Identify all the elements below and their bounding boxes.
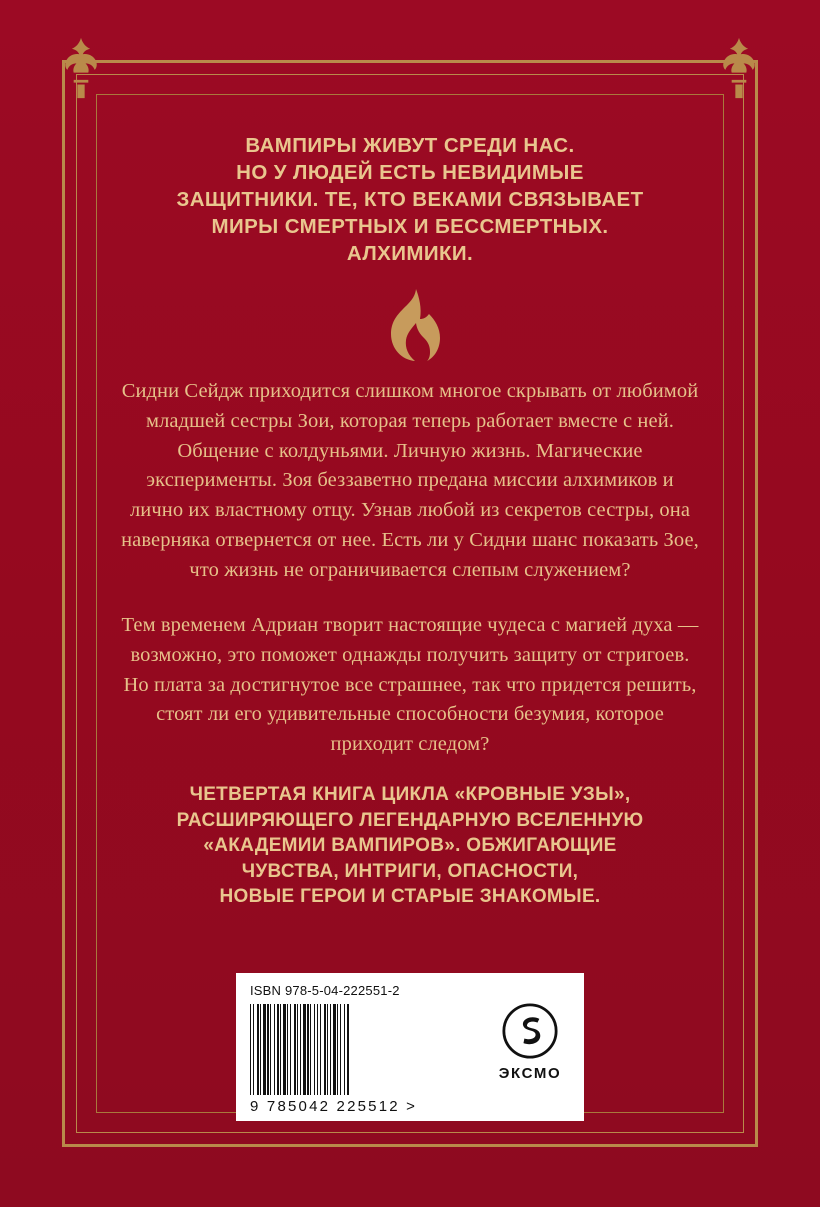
tagline-line: МИРЫ СМЕРТНЫХ И БЕССМЕРТНЫХ. [211, 215, 609, 239]
isbn-label: ISBN 978-5-04-222551-2 [250, 983, 400, 998]
series-note-line: РАСШИРЯЮЩЕГО ЛЕГЕНДАРНУЮ ВСЕЛЕННУЮ [176, 809, 644, 831]
tagline-line: НО У ЛЮДЕЙ ЕСТЬ НЕВИДИМЫЕ [236, 161, 584, 185]
flame-icon [380, 289, 440, 361]
publisher-name: ЭКСМО [498, 1064, 562, 1082]
frame-corner-bottom-right [709, 1098, 758, 1147]
barcode-area [236, 973, 476, 1121]
synopsis-paragraph-1: Сидни Сейдж приходится слишком многое скрывать от любимой младшей сестры Зои, которая теперь работает вместе с ней. Общение с колдуньями. Личную жизнь. Магические эксперименты. Зоя беззаветно предана миссии алхимиков и лично их властному отцу. Узнав любой из секретов сестры, она наверняка отвернется от нее. Есть ли у Сидни шанс показать Зое, что жизнь не ограничивается слепым служением? [121, 380, 699, 581]
series-note-line: ЧЕТВЕРТАЯ КНИГА ЦИКЛА «КРОВНЫЕ УЗЫ», [189, 783, 631, 805]
tagline [120, 132, 700, 267]
tagline-line: ВАМПИРЫ ЖИВУТ СРЕДИ НАС. [245, 134, 575, 157]
barcode-block [236, 973, 584, 1121]
series-note-line: НОВЫЕ ГЕРОИ И СТАРЫЕ ЗНАКОМЫЕ. [219, 886, 601, 908]
barcode-bars [250, 1004, 470, 1095]
series-note-line: «АКАДЕМИИ ВАМПИРОВ». ОБЖИГАЮЩИЕ [203, 835, 617, 857]
eksmo-logo-icon [502, 1003, 558, 1059]
cover-content [120, 118, 700, 1097]
series-note [120, 782, 700, 910]
tagline-line: ЗАЩИТНИКИ. ТЕ, КТО ВЕКАМИ СВЯЗЫВАЕТ [176, 188, 644, 212]
publisher-block [476, 973, 584, 1121]
series-note-line: ЧУВСТВА, ИНТРИГИ, ОПАСНОСТИ, [241, 860, 579, 882]
fleur-de-lis-icon [710, 36, 768, 100]
frame-corner-bottom-left [62, 1098, 111, 1147]
synopsis-paragraph-2: Тем временем Адриан творит настоящие чудеса с магией духа — возможно, это поможет однажды получить защиту от стригоев. Но плата за достигнутое все страшнее, так что придется решить, стоят ли его удивительные способности безумия, которое приходит следом? [121, 614, 699, 756]
tagline-line: АЛХИМИКИ. [346, 242, 474, 266]
barcode-digits: 9 785042 225512 > [250, 1098, 418, 1115]
fleur-de-lis-icon [52, 36, 110, 100]
